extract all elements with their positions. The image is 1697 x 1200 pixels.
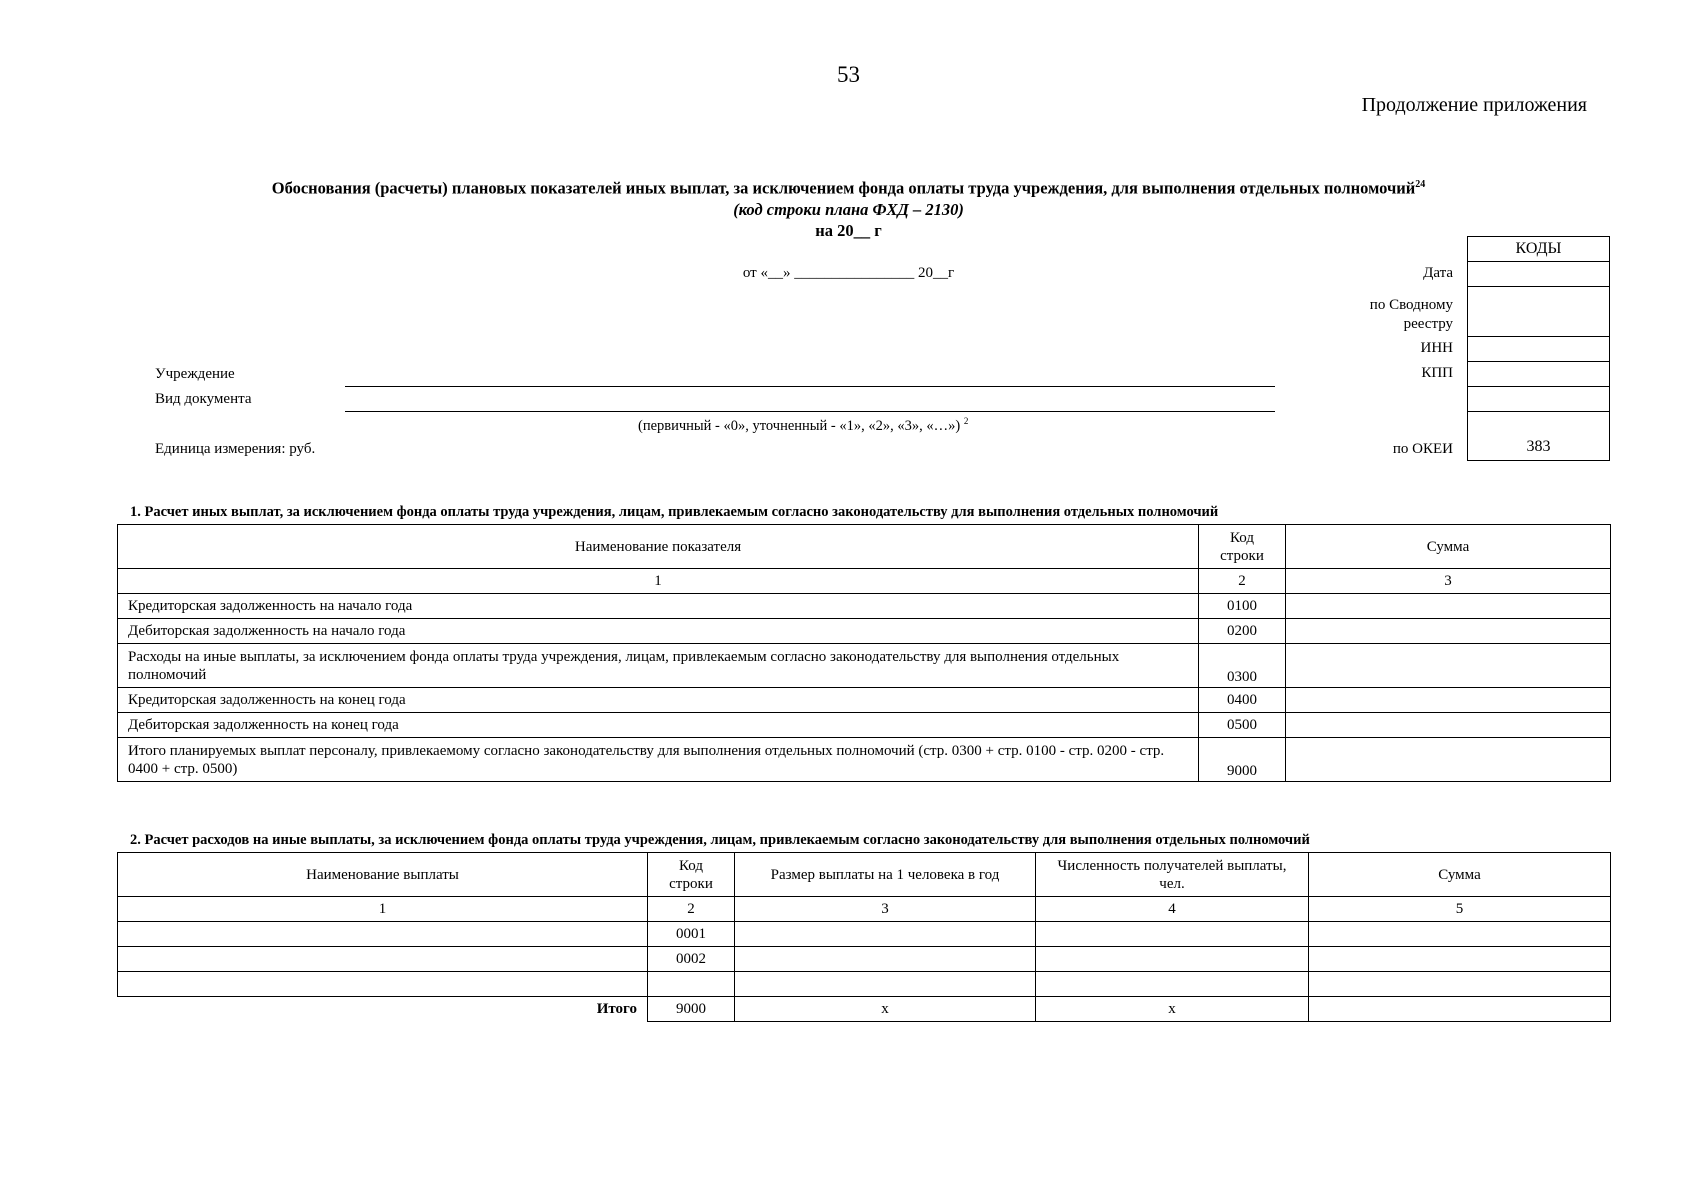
section2-colnum: 4 [1036, 897, 1309, 922]
section1-header-sum: Сумма [1286, 525, 1611, 569]
row-sum-cell[interactable] [1286, 644, 1611, 688]
row-code: 9000 [1199, 738, 1286, 782]
document-title [0, 174, 1697, 241]
table-row [118, 972, 1611, 997]
doc-type-note [638, 416, 968, 435]
row-name: Кредиторская задолженность на начало года [118, 594, 1199, 619]
unit-label: Единица измерения: руб. [155, 441, 316, 457]
title-year-line: на 20__ г [815, 220, 882, 240]
total-sum-cell[interactable] [1309, 997, 1611, 1022]
codes-registry-label-line1: по Сводному [1369, 297, 1453, 313]
row-sum-cell[interactable] [1286, 619, 1611, 644]
section1-header-code [1199, 525, 1286, 569]
row-name: Кредиторская задолженность на конец года [118, 688, 1199, 713]
table-row [118, 922, 1611, 947]
section1-table [117, 524, 1611, 782]
codes-registry-label-line2: реестру [1403, 316, 1453, 332]
total-recipients: x [1036, 997, 1309, 1022]
row-name: Расходы на иные выплаты, за исключением фонда оплаты труда учреждения, лицам, привлекаемым согласно законодательству для выполнения отдельных полномочий [118, 644, 1199, 688]
section2-table [117, 852, 1611, 1022]
section2-header-recipients-line2: чел. [1159, 875, 1185, 892]
row-per-person-cell[interactable] [735, 922, 1036, 947]
row-name: Итого планируемых выплат персоналу, привлекаемому согласно законодательству для выполнения отдельных полномочий (стр. 0300 + стр. 0100 - стр. 0200 - стр. 0400 + стр. 0500) [118, 738, 1199, 782]
doc-type-note-text: (первичный - «0», уточненный - «1», «2», «3», «…») [638, 417, 961, 434]
row-sum-cell[interactable] [1286, 738, 1611, 782]
section2-header-sum: Сумма [1309, 853, 1611, 897]
total-per-person: x [735, 997, 1036, 1022]
table-row [118, 947, 1611, 972]
row-recipients-cell[interactable] [1036, 947, 1309, 972]
table-row [118, 644, 1611, 688]
row-recipients-cell[interactable] [1036, 922, 1309, 947]
row-sum-cell[interactable] [1286, 713, 1611, 738]
title-code-line: (код строки плана ФХД – 2130) [733, 199, 964, 219]
codes-registry-label [1293, 296, 1453, 334]
section1-header-name: Наименование показателя [118, 525, 1199, 569]
section2-header-code-line1: Код [679, 857, 703, 874]
row-name-cell[interactable] [118, 947, 648, 972]
table-row [118, 619, 1611, 644]
continuation-label: Продолжение приложения [1361, 94, 1587, 116]
doc-type-label: Вид документа [155, 391, 252, 407]
section2-header-code [648, 853, 735, 897]
institution-field[interactable] [345, 386, 1275, 387]
codes-doc-type-cell[interactable] [1468, 387, 1610, 412]
row-sum-cell[interactable] [1286, 688, 1611, 713]
row-code: 0100 [1199, 594, 1286, 619]
row-name: Дебиторская задолженность на конец года [118, 713, 1199, 738]
row-sum-cell[interactable] [1309, 922, 1611, 947]
table-row [118, 713, 1611, 738]
row-code: 0500 [1199, 713, 1286, 738]
section1-colnum: 2 [1199, 569, 1286, 594]
row-code: 0400 [1199, 688, 1286, 713]
total-label: Итого [596, 1001, 637, 1018]
section2-colnum: 1 [118, 897, 648, 922]
row-name: Дебиторская задолженность на начало года [118, 619, 1199, 644]
codes-date-label: Дата [1423, 265, 1453, 281]
row-code: 0001 [648, 922, 735, 947]
section1-header-code-line2: строки [1220, 547, 1264, 564]
table-row [118, 688, 1611, 713]
doc-type-footnote-ref: 2 [963, 416, 969, 426]
section2-colnum: 2 [648, 897, 735, 922]
codes-date-cell[interactable] [1468, 262, 1610, 287]
row-name-cell[interactable] [118, 972, 648, 997]
codes-header: КОДЫ [1468, 237, 1610, 262]
codes-kpp-label: КПП [1421, 365, 1453, 381]
doc-type-field[interactable] [345, 411, 1275, 412]
section1-header-code-line1: Код [1230, 529, 1254, 546]
codes-table [1467, 236, 1610, 461]
codes-okei-label: по ОКЕИ [1392, 441, 1453, 457]
codes-kpp-cell[interactable] [1468, 362, 1610, 387]
total-row [118, 997, 1611, 1022]
codes-inn-cell[interactable] [1468, 337, 1610, 362]
page-number: 53 [837, 62, 860, 87]
row-code: 0002 [648, 947, 735, 972]
total-code: 9000 [648, 997, 735, 1022]
section2-header-name: Наименование выплаты [118, 853, 648, 897]
section1-title: 1. Расчет иных выплат, за исключением фонда оплаты труда учреждения, лицам, привлекаемым согласно законодательству для выполнения отдельных полномочий [130, 504, 1219, 520]
date-line: от «__» ________________ 20__г [742, 265, 955, 281]
row-per-person-cell[interactable] [735, 972, 1036, 997]
row-sum-cell[interactable] [1309, 947, 1611, 972]
institution-label: Учреждение [155, 366, 235, 382]
section2-header-per-person: Размер выплаты на 1 человека в год [735, 853, 1036, 897]
row-sum-cell[interactable] [1309, 972, 1611, 997]
title-footnote-ref: 24 [1415, 179, 1426, 190]
row-per-person-cell[interactable] [735, 947, 1036, 972]
table-row [118, 594, 1611, 619]
row-recipients-cell[interactable] [1036, 972, 1309, 997]
section1-colnum: 1 [118, 569, 1199, 594]
row-code [648, 972, 735, 997]
section2-header-recipients [1036, 853, 1309, 897]
title-main: Обоснования (расчеты) плановых показателей иных выплат, за исключением фонда оплаты труда учреждения, для выполнения отдельных полномочий [271, 178, 1416, 198]
section1-colnum: 3 [1286, 569, 1611, 594]
row-sum-cell[interactable] [1286, 594, 1611, 619]
table-row [118, 738, 1611, 782]
section2-header-recipients-line1: Численность получателей выплаты, [1057, 857, 1287, 874]
section2-header-code-line2: строки [669, 875, 713, 892]
section2-title: 2. Расчет расходов на иные выплаты, за исключением фонда оплаты труда учреждения, лицам, привлекаемым согласно законодательству для выполнения отдельных полномочий [130, 832, 1310, 848]
codes-inn-label: ИНН [1420, 340, 1453, 356]
section2-colnum: 3 [735, 897, 1036, 922]
row-name-cell[interactable] [118, 922, 648, 947]
codes-registry-cell[interactable] [1468, 287, 1610, 337]
section2-colnum: 5 [1309, 897, 1611, 922]
codes-okei-cell: 383 [1468, 412, 1610, 461]
row-code: 0300 [1199, 644, 1286, 688]
row-code: 0200 [1199, 619, 1286, 644]
